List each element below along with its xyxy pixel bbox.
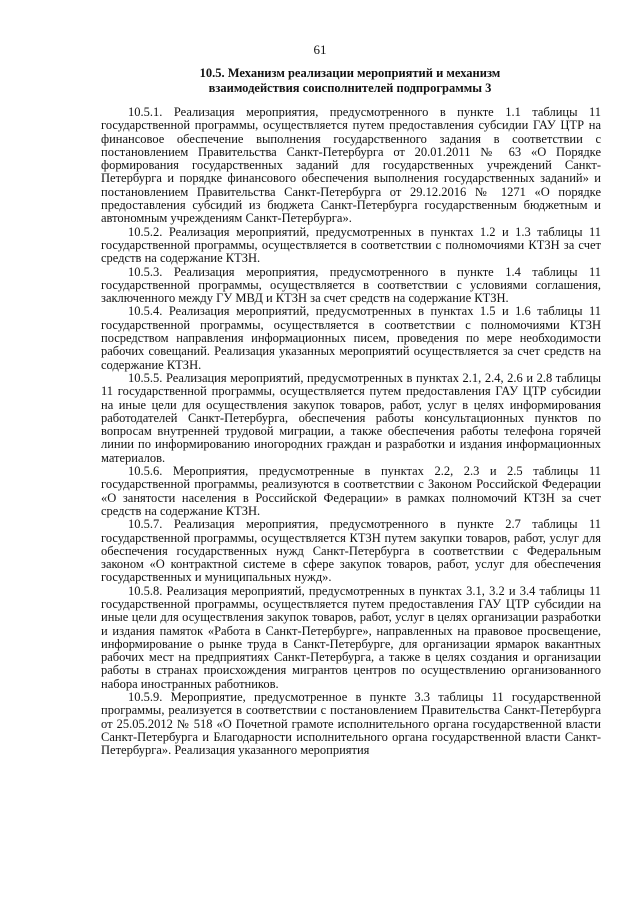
paragraph-10-5-1: 10.5.1. Реализация мероприятия, предусмотренного в пункте 1.1 таблицы 11 государственной программы, осуществляется путем предоставления субсидии ГАУ ЦТР на финансовое обеспечение выполнения государственного задания в соответствии с постановлением Правительства Санкт-Петербурга от 20.01.2011 № 63 «О Порядке формирования государственных заданий для государственных учреждений Санкт-Петербурга и порядке финансового обеспечения выполнения государственных заданий» и постановлением Правительства Санкт-Петербурга от 29.12.2016 № 1271 «О порядке предоставления субсидий из бюджета Санкт-Петербурга государственным бюджетным и автономным учреждениям Санкт-Петербурга». (101, 105, 601, 226)
document-body (101, 106, 601, 758)
page-number: 61 (313, 42, 327, 57)
paragraph-10-5-7: 10.5.7. Реализация мероприятия, предусмотренного в пункте 2.7 таблицы 11 государственной программы, осуществляется КТЗН путем закупки товаров, работ, услуг для обеспечения государственных нужд Санкт-Петербурга в соответствии с Федеральным законом «О контрактной системе в сфере закупок товаров, работ, услуг для обеспечения государственных и муниципальных нужд». (101, 517, 601, 585)
paragraph-10-5-4: 10.5.4. Реализация мероприятий, предусмотренных в пунктах 1.5 и 1.6 таблицы 11 государственной программы, осуществляется в соответствии с полномочиями КТЗН посредством направления информационных писем, проведения по мере необходимости рабочих совещаний. Реализация указанных мероприятий осуществляется за счет средств на содержание КТЗН. (101, 304, 601, 372)
paragraph-10-5-6: 10.5.6. Мероприятия, предусмотренные в пунктах 2.2, 2.3 и 2.5 таблицы 11 государственной программы, реализуются в соответствии с Законом Российской Федерации «О занятости населения в Российской Федерации» в рамках полномочий КТЗН за счет средств на содержание КТЗН. (101, 464, 601, 518)
paragraph-10-5-2: 10.5.2. Реализация мероприятий, предусмотренных в пунктах 1.2 и 1.3 таблицы 11 государственной программы, осуществляется в соответствии с полномочиями КТЗН за счет средств на содержание КТЗН. (101, 224, 601, 266)
paragraph-10-5-8: 10.5.8. Реализация мероприятий, предусмотренных в пунктах 3.1, 3.2 и 3.4 таблицы 11 государственной программы, осуществляется путем предоставления ГАУ ЦТР субсидии на иные цели для осуществления закупок товаров, работ, услуг в целях организации разработки и издания памяток «Работа в Санкт-Петербурге», направленных на правовое просвещение, информирование о рынке труда в Санкт-Петербурге, для организации ярмарок вакантных рабочих мест на предприятиях Санкт-Петербурга, а также в целях создания и организации работы в странах происхождения мигрантов центров по осуществлению организованного набора иностранных работников. (101, 583, 601, 691)
section-title-line-1: 10.5. Механизм реализации мероприятий и механизм (199, 66, 501, 80)
paragraph-10-5-9: 10.5.9. Мероприятие, предусмотренное в пункте 3.3 таблицы 11 государственной программы, реализуется в соответствии с постановлением Правительства Санкт-Петербурга от 25.05.2012 № 518 «О Почетной грамоте исполнительного органа государственной власти Санкт-Петербурга и Благодарности исполнительного органа государственной власти Санкт-Петербурга». Реализация указанного мероприятия (101, 690, 601, 758)
paragraph-10-5-3: 10.5.3. Реализация мероприятия, предусмотренного в пункте 1.4 таблицы 11 государственной программы, осуществляется в соответствии с условиями соглашения, заключенного между ГУ МВД и КТЗН за счет средств на содержание КТЗН. (101, 264, 601, 306)
section-title (100, 66, 600, 96)
section-title-line-2: взаимодействия соисполнителей подпрограммы 3 (208, 81, 492, 95)
paragraph-10-5-5: 10.5.5. Реализация мероприятий, предусмотренных в пунктах 2.1, 2.4, 2.6 и 2.8 таблицы 11 государственной программы, осуществляется путем предоставления ГАУ ЦТР субсидии на иные цели для осуществления закупок товаров, работ, услуг в целях информирования работодателей Санкт-Петербурга, обеспечения работы консультационных пунктов по вопросам внутренней трудовой миграции, а также обеспечения работы телефона горячей линии по информированию иногородних граждан и разработки и издания информационных материалов. (101, 370, 601, 465)
